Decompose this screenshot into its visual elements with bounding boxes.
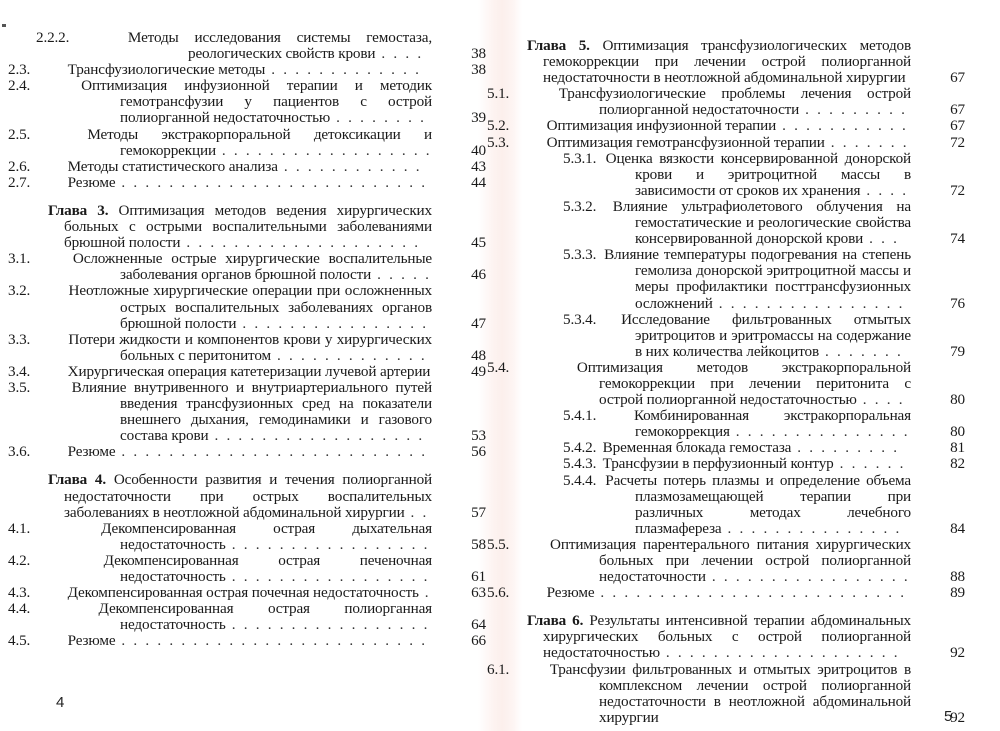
chapter-title: Оптимизация трансфузиологических методов гемокоррекции при лечении острой полиорганной недостаточности в неотложной абдоминальной хирургии — [543, 37, 911, 87]
toc-chapter-5[interactable] — [527, 38, 965, 86]
dot-leader: . . . . . . . . . . . . . . . . . . . . . . . . . . — [115, 632, 428, 650]
toc-entry-title: Оптимизация инфузионной терапии и методик гемотрансфузии у пациентов с острой полиорганной недостаточностью — [81, 77, 432, 127]
toc-entry[interactable]: 3.1. Осложненные острые хирургические воспалительные заболевания органов брюшной полости . . . . . 46 — [8, 250, 486, 284]
toc-entry[interactable] — [527, 118, 965, 134]
toc-entry[interactable]: 5.4.4. Расчеты потерь плазмы и определение объема плазмозамещающей терапии при различных методах лечебного плазмафереза . . . . . . . . . . . . . . . 84 — [563, 471, 965, 537]
toc-entry-title: Исследование фильтрованных отмытых эритроцитов и эритромассы на содержание в них количества лейкоцитов — [621, 310, 912, 360]
toc-page-number: 67 — [950, 69, 965, 87]
toc-entry[interactable]: 2.5. Методы экстракорпоральной детоксикации и гемокоррекции . . . . . . . . . . . . . . . . . . 40 — [8, 125, 486, 159]
toc-page-number: 53 — [471, 427, 486, 445]
dot-leader: . . . . . . . — [824, 133, 909, 151]
chapter-title: Особенности развития и течения полиорганной недостаточности при острых воспалительных заболеваниях в неотложной абдоминальной хирургии — [64, 471, 432, 521]
toc-entry[interactable] — [527, 86, 965, 118]
toc-page-number: 49 — [471, 362, 486, 380]
toc-entry[interactable]: 2.7. Резюме . . . . . . . . . . . . . . . . . . . . . . . . . . 44 — [8, 173, 486, 191]
dot-leader: . . — [404, 503, 429, 521]
toc-page-number: 63 — [471, 584, 486, 602]
toc-page-number: 61 — [471, 568, 486, 585]
toc-entry-title: Резюме — [67, 443, 116, 461]
toc-entry-title: Трансфузиологические методы — [67, 61, 266, 79]
dot-leader: . . . . . . . . . . . . . . . . . . . . . . . . . . — [115, 443, 428, 461]
toc-page-number: 92 — [950, 708, 965, 726]
toc-entry-title: Декомпенсированная острая полиорганная недостаточность — [98, 600, 432, 634]
toc-entry-title: Трансфузии в перфузионный контур — [602, 455, 834, 473]
toc-page-number: 74 — [950, 230, 965, 248]
toc-page-number: 45 — [471, 234, 486, 252]
chapter-label: Глава 4. — [48, 471, 107, 489]
toc-entry[interactable]: 5.3.1. Оценка вязкости консервированной донорской крови и эритроцитной массы в зависимости от сроков их хранения . . . . 72 — [563, 149, 965, 199]
toc-page-number: 44 — [471, 173, 486, 191]
toc-entry-title: Комбинированная экстракорпоральная гемокоррекция — [633, 407, 911, 441]
toc-page-number: 72 — [950, 133, 965, 151]
dot-leader: . . . . . . . . . . . . . . . — [729, 423, 910, 441]
toc-entry-title: Декомпенсированная острая печеночная недостаточность — [103, 551, 432, 585]
dot-leader: . . . . . . . . . . . . — [277, 157, 422, 175]
toc-entry[interactable]: 4.2. Декомпенсированная острая печеночная недостаточность . . . . . . . . . . . . . . . . . 61 — [8, 551, 486, 585]
toc-entry-title: Расчеты потерь плазмы и определение объема плазмозамещающей терапии при различных методах лечебного плазмафереза — [605, 471, 911, 537]
toc-entry-title: Влияние температуры подогревания на степень гемолиза донорской эритроцитной массы и меры профилактики посттрансфузионных осложнений — [604, 246, 911, 312]
toc-page-number: 89 — [950, 584, 965, 602]
dot-leader: . . . . . . . . . — [791, 439, 900, 457]
toc-entry[interactable]: 4.5. Резюме . . . . . . . . . . . . . . . . . . . . . . . . . . 66 — [8, 632, 486, 650]
toc-entry[interactable] — [527, 537, 965, 585]
toc-entry[interactable]: 4.1. Декомпенсированная острая дыхательная недостаточность . . . . . . . . . . . . . . . . . 58 — [8, 519, 486, 553]
toc-page-number: 46 — [471, 266, 486, 284]
toc-page-number: 38 — [471, 45, 486, 63]
toc-page-number: 58 — [471, 535, 486, 553]
toc-page-number: 67 — [950, 101, 965, 119]
dot-leader: . . . . . . . . . . . . . — [270, 346, 427, 364]
toc-entry[interactable]: 3.4. Хирургическая операция катетеризации лучевой артерии 49 — [8, 362, 486, 380]
toc-entry[interactable]: 3.3. Потери жидкости и компонентов крови у хирургических больных с перитонитом . . . . . . . . . . . . . 48 — [8, 330, 486, 364]
toc-page-number: 84 — [950, 519, 965, 537]
toc-entry-title: Оптимизация инфузионной терапии — [546, 117, 777, 135]
toc-entry[interactable] — [527, 135, 965, 151]
toc-page-number: 82 — [950, 455, 965, 473]
toc-page-number: 76 — [950, 294, 965, 312]
toc-page-number: 80 — [950, 423, 965, 441]
toc-entry-title: Оптимизация гемотрансфузионной терапии — [546, 133, 825, 151]
chapter-label: Глава 5. — [527, 37, 590, 54]
toc-entry[interactable] — [527, 360, 965, 408]
dot-leader: . . . . — [856, 391, 905, 409]
toc-entry[interactable]: 5.3.3. Влияние температуры подогревания на степень гемолиза донорской эритроцитной массы и меры профилактики посттрансфузионных осложнений . . . . . . . . . . . . . . . . 76 — [563, 246, 965, 312]
toc-chapter-6[interactable] — [527, 613, 965, 661]
toc-entry-title: Трансфузиологические проблемы лечения острой полиорганной недостаточности — [558, 85, 911, 119]
toc-entry-title: Хирургическая операция катетеризации лучевой артерии — [67, 362, 431, 380]
toc-entry[interactable]: 5.4.1. Комбинированная экстракорпоральная гемокоррекция . . . . . . . . . . . . . . . 80 — [563, 407, 965, 441]
toc-entry-title: Методы статистического анализа — [67, 157, 278, 175]
dot-leader: . . . . . . . . . . . . . . . . . . — [215, 141, 432, 159]
toc-entry[interactable]: 5.3.2. Влияние ультрафиолетового облучения на гемостатические и реологические свойства консервированной донорской крови . . . 74 — [563, 197, 965, 248]
toc-entry-title: Оценка вязкости консервированной донорской крови и эритроцитной массы в зависимости от сроков их хранения — [605, 149, 911, 199]
toc-entry[interactable]: 3.6. Резюме . . . . . . . . . . . . . . . . . . . . . . . . . . 56 — [8, 443, 486, 461]
toc-entry-title: Декомпенсированная острая почечная недостаточность — [67, 584, 419, 602]
dot-leader: . . . . . . . . . . . — [776, 117, 909, 135]
dot-leader: . . . . . . . . . . . . . . . . . . . . — [659, 644, 900, 662]
toc-page-number: 47 — [471, 314, 486, 332]
toc-entry[interactable]: 5.3.4. Исследование фильтрованных отмытых эритроцитов и эритромассы на содержание в них количества лейкоцитов . . . . . . . 79 — [563, 310, 965, 360]
chapter-label: Глава 3. — [48, 201, 109, 219]
toc-entry[interactable]: 4.4. Декомпенсированная острая полиорганная недостаточность . . . . . . . . . . . . . . . . . 64 — [8, 600, 486, 634]
dot-leader: . . . . . . . . . . . . . . . . — [236, 314, 429, 332]
page-number-right: 5 — [944, 708, 953, 725]
toc-entry-title: Оптимизация методов экстракорпоральной гемокоррекции при лечении перитонита с острой полиорганной недостаточностью — [576, 358, 911, 409]
dot-leader: . . . . . . — [833, 455, 906, 473]
dot-leader: . . . . . . . . . . . . . . . . . . . . . . . . . . — [115, 173, 428, 191]
toc-entry-title: Резюме — [67, 173, 116, 191]
toc-entry[interactable]: 3.2. Неотложные хирургические операции при осложненных острых воспалительных заболеваниях органов брюшной полости . . . . . . . . . . . . . . . . 47 — [8, 282, 486, 332]
toc-entry[interactable]: 3.5. Влияние внутривенного и внутриартериального путей введения трансфузионных сред на показатели внешнего дыхания, гемодинамики и газового состава крови . . . . . . . . . . . . . . . . . . 53 — [8, 378, 486, 445]
toc-entry[interactable] — [527, 662, 965, 726]
dot-leader: . . . . . . . . . . . . . — [265, 61, 422, 79]
dot-leader: . . . . . . . . . . . . . . . — [721, 519, 902, 537]
page-number-left: 4 — [56, 694, 65, 711]
toc-page-number: 72 — [950, 181, 965, 199]
dot-leader: . . . . . . . . . . . . . . . . — [712, 294, 905, 312]
toc-entry-title: Резюме — [67, 632, 116, 650]
dot-leader: . . . . . — [371, 266, 432, 284]
toc-page-number: 92 — [950, 644, 965, 662]
table-of-contents-left — [8, 29, 486, 650]
chapter-label: Глава 6. — [527, 612, 584, 630]
toc-page-number: 64 — [471, 616, 486, 634]
toc-entry-title: Оптимизация парентерального питания хирургических больных при лечении острой полиорганной недостаточности — [550, 535, 911, 586]
toc-entry-title: Влияние ультрафиолетового облучения на гемостатические и реологические свойства консервированной донорской крови — [612, 197, 911, 248]
toc-entry-title: Потери жидкости и компонентов крови у хирургических больных с перитонитом — [68, 330, 432, 364]
dot-leader: . — [418, 584, 431, 602]
toc-page-number: 88 — [950, 568, 965, 586]
toc-entry-title: Резюме — [546, 584, 595, 602]
toc-entry-title: Осложненные острые хирургические воспалительные заболевания органов брюшной полости — [72, 250, 432, 284]
toc-chapter-4[interactable] — [48, 472, 486, 520]
dot-leader: . . . . . . . . . . . . . . . . . . . . — [180, 234, 421, 252]
dot-leader: . . . . . . . . . . . . . . . . . — [225, 568, 430, 585]
dot-leader: . . . . — [860, 181, 909, 199]
dot-leader: . . . . . . . . . . . . . . . . . — [225, 616, 430, 634]
toc-page-number: 66 — [471, 632, 486, 650]
toc-entry-title: Методы экстракорпоральной детоксикации и гемокоррекции — [87, 125, 433, 159]
chapter-title: Результаты интенсивной терапии абдоминальных хирургических больных с острой полиорганной недостаточностью — [543, 612, 911, 662]
toc-chapter-3[interactable] — [48, 203, 486, 251]
toc-page-number: 80 — [950, 391, 965, 409]
table-of-contents-right — [527, 38, 965, 726]
toc-page-number: 81 — [950, 439, 965, 457]
toc-entry[interactable]: 5.4.3. Трансфузии в перфузионный контур . . . . . . 82 — [563, 455, 965, 473]
dot-leader: . . . . — [375, 45, 424, 63]
dot-leader: . . . . . . . . . — [799, 101, 908, 119]
dot-leader: . . . . . . . . . . . . . . . . . . — [208, 427, 425, 445]
toc-entry[interactable]: 5.4.2. Временная блокада гемостаза . . . . . . . . . 81 — [563, 439, 965, 457]
toc-entry[interactable]: 2.2.2. Методы исследования системы гемостаза, реологических свойств крови . . . . 38 — [36, 29, 486, 63]
toc-page-number: 48 — [471, 346, 486, 364]
toc-page-number: 39 — [471, 109, 486, 127]
dot-leader: . . . . . . . . . . . . . . . . . — [705, 568, 910, 586]
dot-leader: . . . — [863, 230, 900, 248]
dot-leader: . . . . . . . . . . . . . . . . . . . . . . . . . . — [594, 584, 907, 602]
toc-page-number: 67 — [950, 117, 965, 135]
toc-entry-title: Методы исследования системы гемостаза, реологических свойств крови — [127, 29, 432, 63]
chapter-title: Оптимизация методов ведения хирургических больных с острыми воспалительными заболеваниями брюшной полости — [64, 201, 432, 252]
dot-leader: . . . . . . . . — [330, 109, 427, 127]
toc-page-number: 56 — [471, 443, 486, 461]
toc-entry-title: Временная блокада гемостаза — [602, 439, 792, 457]
toc-entry-title: Трансфузии фильтрованных и отмытых эритроцитов в комплексном лечении острой полиорганной недостаточности в неотложной абдоминальной хирургии — [549, 660, 911, 726]
dot-leader: . . . . . . . . . . . . . . . . . — [225, 535, 430, 553]
toc-page-number: 40 — [471, 141, 486, 159]
dot-leader: . . . . . . . — [819, 342, 903, 360]
toc-entry[interactable]: 2.4. Оптимизация инфузионной терапии и методик гемотрансфузии у пациентов с острой полиорганной недостаточностью . . . . . . . . 39 — [8, 77, 486, 127]
toc-entry[interactable]: 2.6. Методы статистического анализа . . . . . . . . . . . . 43 — [8, 157, 486, 175]
toc-entry[interactable]: 4.3. Декомпенсированная острая почечная недостаточность . 63 — [8, 584, 486, 602]
toc-entry-title: Влияние внутривенного и внутриартериального путей введения трансфузионных сред на показатели внешнего дыхания, гемодинамики и газового состава крови — [71, 378, 432, 445]
toc-entry[interactable]: 2.3. Трансфузиологические методы . . . . . . . . . . . . . 38 — [8, 61, 486, 79]
toc-entry[interactable] — [527, 585, 965, 601]
toc-page-number: 38 — [471, 61, 486, 79]
scan-mark — [2, 24, 6, 27]
toc-page-number: 57 — [471, 503, 486, 521]
toc-entry-title: Декомпенсированная острая дыхательная недостаточность — [101, 519, 432, 553]
toc-page-number: 79 — [950, 342, 965, 360]
toc-entry-title: Неотложные хирургические операции при осложненных острых воспалительных заболеваниях органов брюшной полости — [68, 282, 432, 332]
toc-page-number: 43 — [471, 157, 486, 175]
